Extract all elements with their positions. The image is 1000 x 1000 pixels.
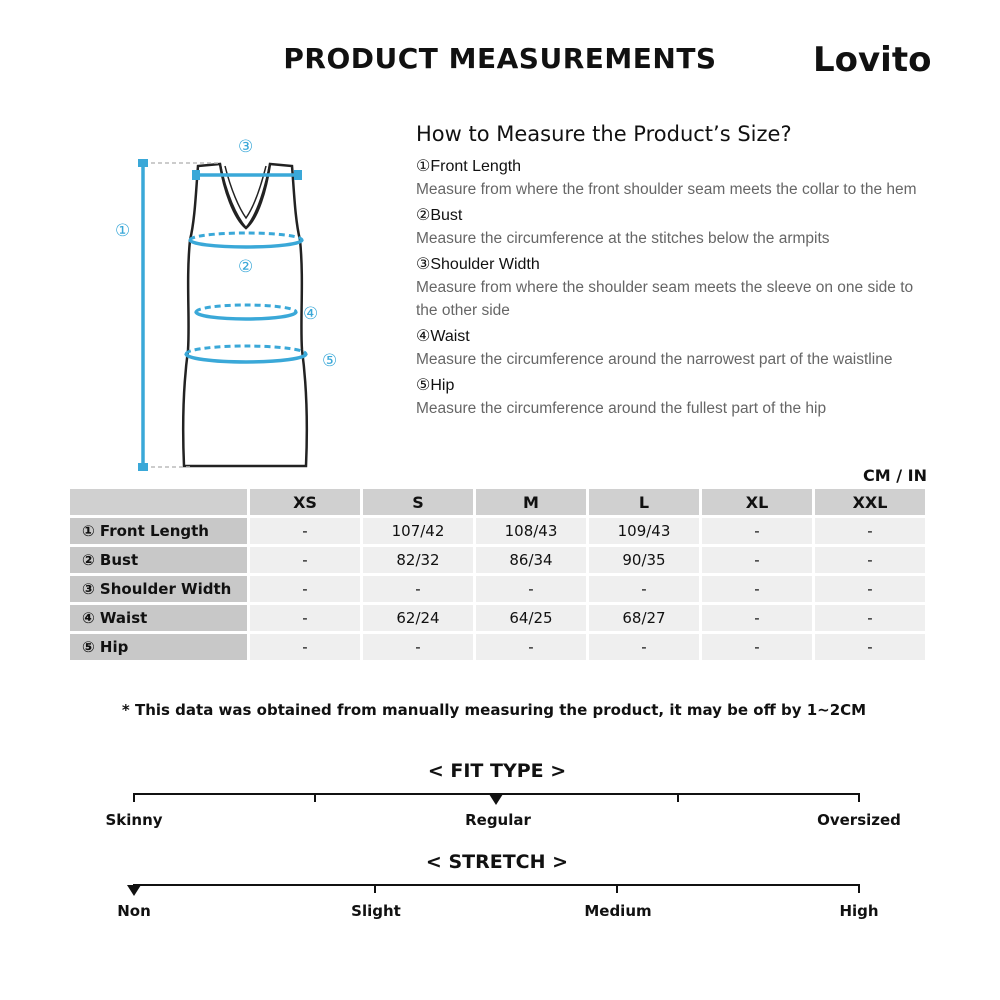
fit-type-marker [489, 794, 503, 805]
table-cell: - [476, 634, 586, 660]
column-header: XL [702, 489, 812, 515]
stretch-label-medium: Medium [584, 902, 652, 920]
table-cell: - [589, 634, 699, 660]
table-cell: - [363, 634, 473, 660]
table-cell: - [702, 605, 812, 631]
measure-name: ⑤Hip [416, 377, 455, 394]
column-header: XXL [815, 489, 925, 515]
measure-name: ①Front Length [416, 158, 522, 175]
marker-hip: ⑤ [322, 351, 338, 371]
fit-type-label-skinny: Skinny [105, 811, 163, 829]
table-corner [70, 489, 247, 515]
table-cell: 90/35 [589, 547, 699, 573]
row-header: ② Bust [70, 547, 247, 573]
row-header: ① Front Length [70, 518, 247, 544]
table-cell: - [702, 518, 812, 544]
measure-desc: Measure the circumference around the narrowest part of the waistline [416, 351, 893, 368]
fit-type-tick [133, 793, 135, 802]
table-cell: - [815, 634, 925, 660]
table-cell: - [815, 605, 925, 631]
measure-desc: Measure from where the shoulder seam meets the sleeve on one side to the other side [416, 279, 914, 319]
table-header-row [70, 489, 925, 515]
dress-illustration [100, 130, 360, 480]
table-cell: - [702, 634, 812, 660]
stretch-tick [374, 884, 376, 893]
table-cell: 82/32 [363, 547, 473, 573]
measure-item-front-length [416, 156, 926, 201]
table-row [70, 547, 925, 573]
table-cell: - [815, 547, 925, 573]
table-cell: - [250, 634, 360, 660]
fit-type-title: < FIT TYPE > [427, 760, 567, 782]
measurement-note: * This data was obtained from manually measuring the product, it may be off by 1~2CM [121, 701, 867, 719]
fit-type-label-regular: Regular [465, 811, 531, 829]
measure-desc: Measure the circumference at the stitches below the armpits [416, 230, 830, 247]
table-cell: - [702, 547, 812, 573]
fit-type-tick [677, 793, 679, 802]
stretch-scale-line [133, 884, 860, 886]
table-cell: - [702, 576, 812, 602]
stretch-label-slight: Slight [351, 902, 401, 920]
size-table [67, 486, 928, 663]
fit-type-tick [858, 793, 860, 802]
column-header: M [476, 489, 586, 515]
row-header: ④ Waist [70, 605, 247, 631]
measure-item-hip [416, 375, 926, 420]
measure-item-shoulder-width [416, 254, 926, 322]
marker-waist: ④ [303, 304, 319, 324]
brand-logo: Lovito [813, 40, 932, 80]
table-row [70, 605, 925, 631]
table-cell: 109/43 [589, 518, 699, 544]
table-cell: 108/43 [476, 518, 586, 544]
stretch-title: < STRETCH > [425, 851, 569, 873]
how-to-title: How to Measure the Product’s Size? [416, 122, 792, 146]
front-length-cap-top [138, 159, 148, 167]
shoulder-cap-left [192, 170, 200, 180]
table-cell: 107/42 [363, 518, 473, 544]
measure-name: ③Shoulder Width [416, 256, 540, 273]
row-header: ⑤ Hip [70, 634, 247, 660]
table-cell: - [589, 576, 699, 602]
stretch-tick [616, 884, 618, 893]
measure-item-bust [416, 205, 926, 250]
column-header: XS [250, 489, 360, 515]
stretch-marker [127, 885, 141, 896]
stretch-tick [858, 884, 860, 893]
table-cell: 68/27 [589, 605, 699, 631]
column-header: S [363, 489, 473, 515]
fit-type-tick [314, 793, 316, 802]
table-cell: - [250, 576, 360, 602]
fit-type-label-oversized: Oversized [817, 811, 901, 829]
table-cell: 64/25 [476, 605, 586, 631]
measure-desc: Measure the circumference around the fullest part of the hip [416, 400, 827, 417]
table-cell: - [250, 547, 360, 573]
table-cell: - [815, 518, 925, 544]
shoulder-cap-right [294, 170, 302, 180]
how-to-measure [416, 122, 926, 424]
table-cell: - [476, 576, 586, 602]
measure-item-waist [416, 326, 926, 371]
table-cell: - [250, 518, 360, 544]
table-cell: - [363, 576, 473, 602]
measure-name: ②Bust [416, 207, 463, 224]
marker-bust: ② [238, 257, 254, 277]
dress-diagram [100, 130, 360, 480]
table-cell: 86/34 [476, 547, 586, 573]
unit-label: CM / IN [863, 466, 927, 485]
stretch-label-high: High [839, 902, 879, 920]
measure-name: ④Waist [416, 328, 470, 345]
stretch-label-non: Non [117, 902, 151, 920]
measure-desc: Measure from where the front shoulder seam meets the collar to the hem [416, 181, 917, 198]
table-cell: 62/24 [363, 605, 473, 631]
front-length-cap-bottom [138, 463, 148, 471]
marker-front-length: ① [115, 221, 131, 241]
table-cell: - [250, 605, 360, 631]
column-header: L [589, 489, 699, 515]
marker-shoulder: ③ [238, 137, 254, 157]
page-title: PRODUCT MEASUREMENTS [283, 42, 717, 75]
table-row [70, 576, 925, 602]
table-row [70, 518, 925, 544]
table-row [70, 634, 925, 660]
row-header: ③ Shoulder Width [70, 576, 247, 602]
table-cell: - [815, 576, 925, 602]
